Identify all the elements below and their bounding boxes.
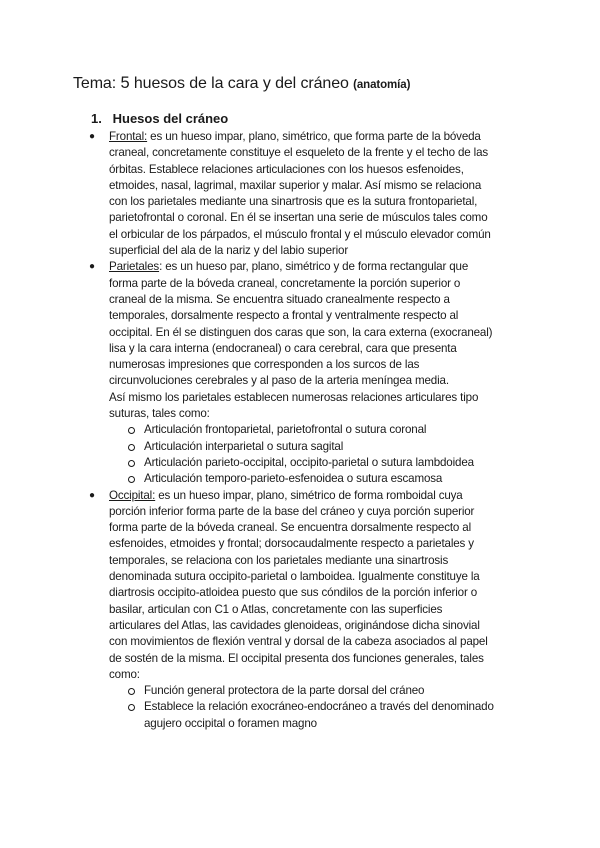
bullet-icon: ●: [89, 131, 95, 142]
sub-item: [89, 699, 529, 715]
text-line: con los parietales mediante una sinartrosis que es la sutura frontoparietal,: [109, 195, 478, 209]
text-line: temporales, se relaciona con los parietales mediante una sinartrosis: [109, 553, 449, 567]
sub-item-text: Articulación temporo-parieto-esfenoidea o sutura escamosa: [144, 472, 443, 486]
sub-item: [89, 683, 529, 699]
text-line: es un hueso impar, plano, simétrico, que forma parte de la bóveda: [147, 130, 481, 143]
sub-item: [89, 471, 529, 487]
bone-list: [89, 129, 529, 732]
text-line: lisa y la cara interna (endocraneal) o cara cerebral, cara que presenta: [109, 341, 457, 355]
circle-bullet-icon: [128, 427, 135, 434]
sub-item-text: agujero occipital o foramen magno: [144, 716, 317, 730]
term-occipital: Occipital:: [109, 488, 156, 502]
text-line: numerosas impresiones que corresponden a los surcos de las: [109, 358, 420, 372]
bullet-icon: ●: [89, 489, 95, 501]
circle-bullet-icon: [128, 476, 135, 483]
sub-item: [89, 439, 529, 455]
text-line: es un hueso impar, plano, simétrico de forma romboidal cuya: [155, 488, 463, 502]
title-number: 5: [120, 74, 130, 92]
text-line: porción inferior forma parte de la base del cráneo y cuya porción superior: [109, 504, 475, 518]
text-line: suturas, tales como:: [109, 407, 210, 421]
text-line: denominada sutura occipito-parietal o lamboidea. Igualmente constituye la: [109, 570, 480, 584]
sub-item: [89, 422, 529, 438]
circle-bullet-icon: [128, 704, 135, 711]
text-line: articulares del Atlas, las cavidades glenoideas, originándose dicha sinovial: [109, 618, 480, 632]
section-title: Huesos del cráneo: [112, 111, 229, 126]
text-line: parietofrontal o coronal. En él se insertan una serie de músculos tales como: [109, 211, 488, 225]
sub-item: [89, 455, 529, 471]
list-item-frontal: [89, 129, 529, 259]
sub-item-text: Articulación parieto-occipital, occipito-parietal o sutura lambdoidea: [144, 455, 474, 469]
section-heading: [91, 111, 228, 126]
text-line: : es un hueso par, plano, simétrico y de forma rectangular que: [159, 260, 469, 274]
text-line: superficial del ala de la nariz y del labio superior: [109, 244, 349, 258]
text-line: craneal de la misma. Se encuentra situado cranealmente respecto a: [109, 292, 450, 306]
text-line: de sostén de la misma. El occipital presenta dos funciones generales, tales: [109, 651, 484, 665]
text-line: esfenoides, etmoides y frontal; dorsocaudalmente respecto a parietales y: [109, 537, 474, 551]
text-line: como:: [109, 667, 140, 681]
circle-bullet-icon: [128, 688, 135, 695]
section-number: 1.: [91, 111, 102, 126]
list-item-parietales: [89, 259, 529, 422]
sub-item-text: Función general protectora de la parte dorsal del cráneo: [144, 684, 425, 698]
term-frontal: Frontal:: [109, 130, 148, 143]
circle-bullet-icon: [128, 460, 135, 467]
text-line: forma parte de la bóveda craneal. Se encuentra dorsalmente respecto al: [109, 521, 472, 535]
sub-item-text: Establece la relación exocráneo-endocráneo a través del denominado: [144, 700, 494, 714]
circle-bullet-icon: [128, 444, 135, 451]
text-line: circunvoluciones cerebrales y al paso de la arteria meníngea media.: [109, 374, 449, 388]
sub-item-text: Articulación interparietal o sutura sagital: [144, 439, 344, 453]
text-line: temporales, dorsalmente respecto a frontal y ventralmente respecto al: [109, 309, 459, 323]
title-prefix: Tema:: [73, 75, 117, 92]
text-line: forma parte de la bóveda craneal, concretamente la porción superior o: [109, 276, 461, 290]
document-title: [73, 74, 410, 93]
text-line: diartrosis occipito-atloidea puesto que sus cóndilos de la porción inferior o: [109, 586, 478, 600]
list-item-occipital: [89, 488, 529, 684]
text-line: occipital. En él se distinguen dos caras que son, la cara externa (exocraneal): [109, 325, 493, 339]
text-line: con movimientos de flexión ventral y dorsal de la cabeza asociados al papel: [109, 635, 488, 649]
text-line: etmoides, nasal, lagrimal, maxilar superior y malar. Así mismo se relaciona: [109, 178, 482, 192]
term-parietales: Parietales: [109, 260, 160, 274]
text-line: órbitas. Establece relaciones articulaciones con los huesos esfenoides,: [109, 162, 464, 176]
bullet-icon: ●: [89, 261, 95, 273]
title-main: huesos de la cara y del cráneo: [133, 75, 349, 92]
text-line: Así mismo los parietales establecen numerosas relaciones articulares tipo: [109, 390, 479, 404]
text-line: basilar, articulan con C1 o Atlas, concretamente con las superficies: [109, 602, 443, 616]
text-line: el orbicular de los párpados, el músculo frontal y el músculo elevador común: [109, 227, 491, 241]
sub-item-text: Articulación frontoparietal, parietofrontal o sutura coronal: [144, 423, 427, 437]
text-line: craneal, concretamente constituye el esqueleto de la frente y el techo de las: [109, 146, 489, 160]
sub-item-continuation: [89, 716, 529, 732]
title-note: (anatomía): [353, 79, 411, 91]
